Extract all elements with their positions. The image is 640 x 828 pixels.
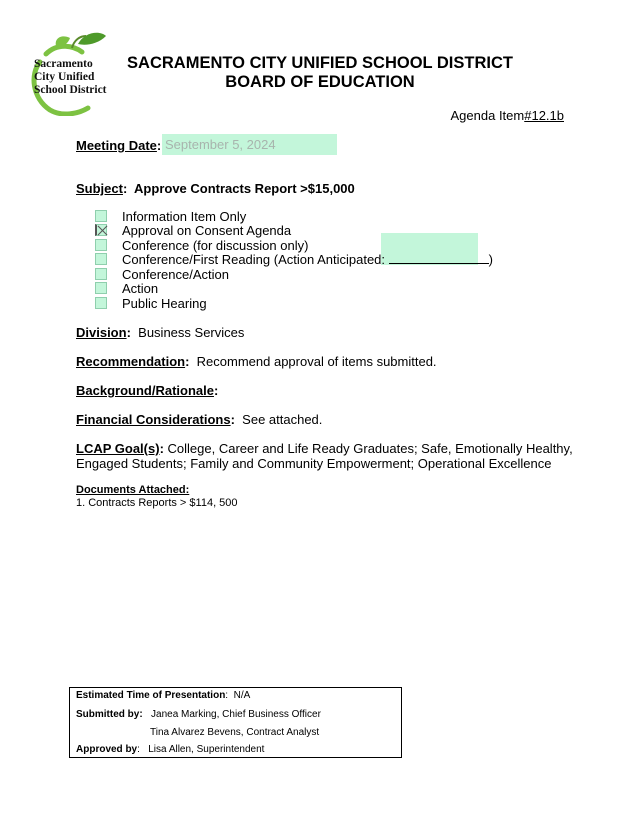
background-row: Background/Rationale: xyxy=(76,383,219,398)
checkbox-first-reading[interactable] xyxy=(95,253,107,265)
submitted-by-line-2: Tina Alvarez Bevens, Contract Analyst xyxy=(150,727,320,738)
option-label: Conference/Action xyxy=(122,267,229,282)
lcap-line2: Engaged Students; Family and Community Empowerment; Operational Excellence xyxy=(76,456,552,471)
option-label: Conference (for discussion only) xyxy=(122,238,309,253)
option-first-reading: Conference/First Reading (Action Anticipated: ) xyxy=(122,252,493,267)
checkbox-public-hearing[interactable] xyxy=(95,297,107,309)
logo-line: School District xyxy=(34,84,107,96)
documents-label: Documents Attached: xyxy=(76,484,190,496)
financial-value: See attached. xyxy=(242,412,323,427)
option-label: Information Item Only xyxy=(122,209,247,224)
division-row: Division: Business Services xyxy=(76,325,245,340)
meeting-date-label: Meeting Date xyxy=(76,138,157,153)
division-value: Business Services xyxy=(138,325,245,340)
checkbox-information-item[interactable] xyxy=(95,210,107,222)
option-label: Action xyxy=(122,281,159,296)
background-label: Background/Rationale xyxy=(76,383,214,398)
documents-label-row xyxy=(76,484,189,496)
subject-text: Approve Contracts Report >$15,000 xyxy=(134,181,355,196)
option-label: Public Hearing xyxy=(122,296,207,311)
lcap-row: LCAP Goal(s): College, Career and Life Ready Graduates; Safe, Emotionally Healthy, xyxy=(76,441,573,456)
checkbox-conference[interactable] xyxy=(95,239,107,251)
recommendation-label: Recommendation xyxy=(76,354,186,369)
checkbox-action[interactable] xyxy=(95,282,107,294)
anticipated-blank xyxy=(389,253,489,264)
checkbox-conference-action[interactable] xyxy=(95,268,107,280)
district-title: SACRAMENTO CITY UNIFIED SCHOOL DISTRICT xyxy=(127,54,513,72)
presentation-info-box xyxy=(69,687,402,758)
lcap-label: LCAP Goal(s) xyxy=(76,441,160,456)
lcap-line1: College, Career and Life Ready Graduates; Safe, Emotionally Healthy, xyxy=(167,441,573,456)
document-item[interactable]: 1. Contracts Reports > $114, 500 xyxy=(76,497,238,509)
agenda-item: Agenda Item#12.1b xyxy=(450,108,564,123)
subject-row: Subject: Approve Contracts Report >$15,000 xyxy=(76,181,355,196)
submitted-by-line: Submitted by: Janea Marking, Chief Business Officer xyxy=(76,709,321,720)
logo-line: Sacramento xyxy=(34,58,93,70)
financial-row: Financial Considerations: See attached. xyxy=(76,412,323,427)
agenda-number: #12.1b xyxy=(524,108,564,123)
approved-by-line: Approved by: Lisa Allen, Superintendent xyxy=(76,744,265,755)
option-label: Approval on Consent Agenda xyxy=(122,223,292,238)
financial-label: Financial Considerations xyxy=(76,412,231,427)
meeting-date-row: Meeting Date: xyxy=(76,138,162,153)
division-label: Division xyxy=(76,325,127,340)
estimated-time-line: Estimated Time of Presentation: N/A xyxy=(76,690,251,701)
recommendation-row: Recommendation: Recommend approval of items submitted. xyxy=(76,354,437,369)
subject-label: Subject xyxy=(76,181,123,196)
board-title: BOARD OF EDUCATION xyxy=(225,73,415,91)
logo-line: City Unified xyxy=(34,71,95,83)
recommendation-value: Recommend approval of items submitted. xyxy=(196,354,437,369)
meeting-date-field[interactable]: September 5, 2024 xyxy=(162,134,337,155)
checkbox-consent-agenda[interactable] xyxy=(95,224,107,236)
